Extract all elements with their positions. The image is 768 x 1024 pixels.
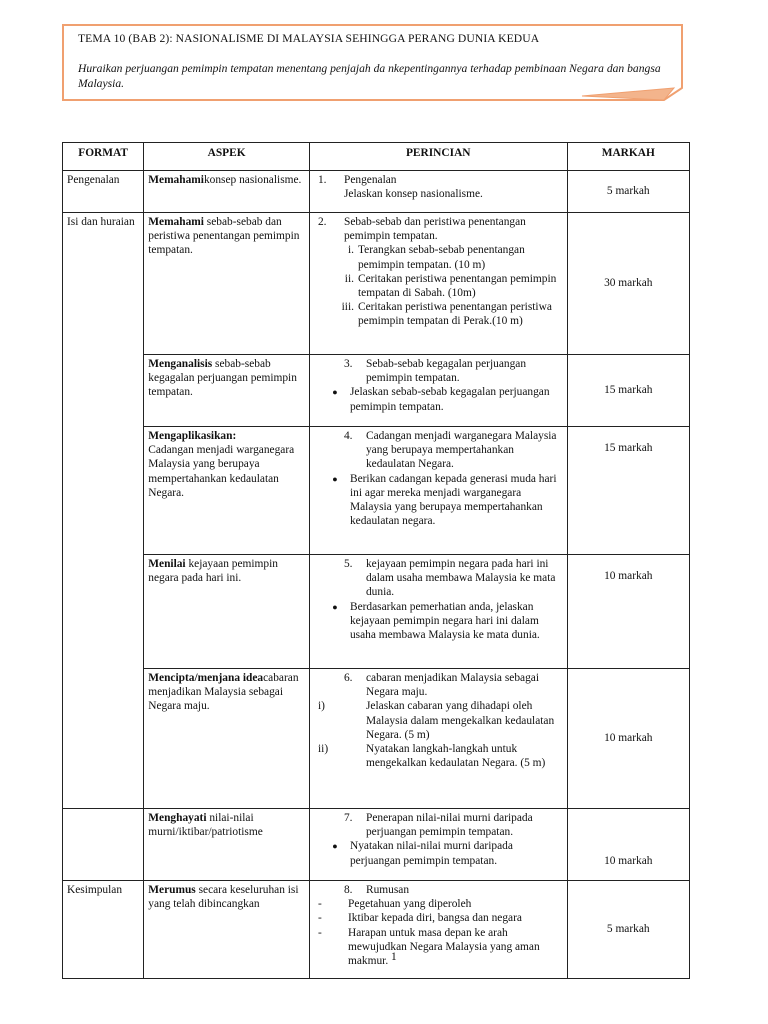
dash-text: Pegetahuan yang diperoleh xyxy=(347,898,472,911)
item-number: 4. xyxy=(343,430,353,442)
aspek-cell xyxy=(144,555,310,669)
dash-marker: - xyxy=(317,926,322,939)
perincian-cell xyxy=(309,881,567,979)
dash-marker: - xyxy=(317,898,322,911)
table-row xyxy=(63,555,690,669)
table-row xyxy=(63,669,690,809)
format-cell xyxy=(63,809,144,881)
perincian-cell xyxy=(309,555,567,669)
item-title: Sebab-sebab dan peristiwa penentangan pemimpin tempatan. xyxy=(343,216,526,243)
aspek-verb: Mencipta/menjana idea xyxy=(148,672,264,684)
aspek-verb: Memahami xyxy=(148,174,204,186)
format-cell: Pengenalan xyxy=(63,171,144,213)
topic-banner xyxy=(62,24,684,102)
item-title: Rumusan xyxy=(365,884,410,896)
item-number: 1. xyxy=(317,174,327,186)
aspek-text: sebab-sebab dan peristiwa penentangan pemimpin tempatan. xyxy=(148,216,300,257)
topic-subtitle: Huraikan perjuangan pemimpin tempatan menentang penjajah da nkepentingannya terhadap pembinaan Negara dan bangsa Malaysia. xyxy=(78,62,661,90)
perincian-cell xyxy=(309,171,567,213)
aspek-text: cabaran menjadikan Malaysia sebagai Negara maju. xyxy=(148,672,299,713)
bullet-icon: ● xyxy=(332,387,338,398)
aspek-cell xyxy=(144,427,310,555)
header-aspek: ASPEK xyxy=(144,143,310,171)
sub-number: ii) xyxy=(317,743,329,756)
perincian-cell xyxy=(309,213,567,355)
sub-number: ii. xyxy=(344,272,354,285)
item-title: Penerapan nilai-nilai murni daripada perjuangan pemimpin tempatan. xyxy=(365,812,533,839)
item-number: 8. xyxy=(343,884,353,896)
aspek-cell xyxy=(144,669,310,809)
aspek-verb: Menghayati xyxy=(148,812,207,824)
aspek-verb: Menganalisis xyxy=(148,358,213,370)
markah-cell: 30 markah xyxy=(567,213,689,355)
markah-cell: 5 markah xyxy=(567,881,689,979)
table-row xyxy=(63,355,690,427)
item-number: 7. xyxy=(343,812,353,824)
perincian-cell xyxy=(309,427,567,555)
markah-cell: 10 markah xyxy=(567,669,689,809)
header-format: FORMAT xyxy=(63,143,144,171)
format-cell: Isi dan huraian xyxy=(63,213,144,809)
aspek-cell xyxy=(144,355,310,427)
bullet-text: Nyatakan nilai-nilai murni daripada perjuangan pemimpin tempatan. xyxy=(349,840,513,867)
aspek-text: Cadangan menjadi warganegara Malaysia yang berupaya mempertahankan kedaulatan Negara. xyxy=(148,444,295,499)
bullet-icon: ● xyxy=(332,473,338,484)
item-title: Sebab-sebab kegagalan perjuangan pemimpin tempatan. xyxy=(365,358,527,385)
aspek-text: konsep nasionalisme. xyxy=(203,174,302,186)
item-number: 3. xyxy=(343,358,353,370)
page-number: 1 xyxy=(391,951,397,963)
item-number: 2. xyxy=(317,216,327,228)
bullet-text: Berdasarkan pemerhatian anda, jelaskan kejayaan pemimpin negara hari ini dalam usaha membawa Malaysia ke mata dunia. xyxy=(349,600,540,642)
sub-text: Terangkan sebab-sebab penentangan pemimpin tempatan. (10 m) xyxy=(357,244,525,271)
table-row xyxy=(63,809,690,881)
bullet-icon: ● xyxy=(332,841,338,852)
perincian-cell xyxy=(309,809,567,881)
table-row xyxy=(63,213,690,355)
aspek-text: sebab-sebab kegagalan perjuangan pemimpin tempatan. xyxy=(148,358,297,399)
aspek-cell xyxy=(144,809,310,881)
table-row xyxy=(63,427,690,555)
table-row xyxy=(63,881,690,979)
markah-cell: 15 markah xyxy=(567,355,689,427)
sub-number: i. xyxy=(347,244,354,257)
item-number: 6. xyxy=(343,672,353,684)
markah-cell: 5 markah xyxy=(567,171,689,213)
header-perincian: PERINCIAN xyxy=(309,143,567,171)
aspek-cell xyxy=(144,881,310,979)
sub-text: Ceritakan peristiwa penentangan pemimpin tempatan di Sabah. (10m) xyxy=(357,272,557,300)
header-markah: MARKAH xyxy=(567,143,689,171)
dash-text: Harapan untuk masa depan ke arah mewujudkan Negara Malaysia yang aman makmur. xyxy=(347,926,540,968)
item-title: cabaran menjadikan Malaysia sebagai Negara maju. xyxy=(365,672,539,699)
aspek-verb: Mengaplikasikan: xyxy=(148,430,237,442)
aspek-text: kejayaan pemimpin negara pada hari ini. xyxy=(148,558,278,585)
aspek-verb: Merumus xyxy=(148,884,196,896)
bullet-icon: ● xyxy=(332,601,338,612)
markah-cell: 10 markah xyxy=(567,809,689,881)
table-row xyxy=(63,171,690,213)
aspek-text: nilai-nilai murni/iktibar/patriotisme xyxy=(148,812,263,839)
sub-text: Ceritakan peristiwa penentangan peristiwa pemimpin tempatan di Perak.(10 m) xyxy=(357,301,552,328)
item-title: Cadangan menjadi warganegara Malaysia yang berupaya mempertahankan kedaulatan Negara. xyxy=(365,430,557,471)
aspek-text: secara keseluruhan isi yang telah dibincangkan xyxy=(148,884,299,911)
item-title: Pengenalan Jelaskan konsep nasionalisme. xyxy=(343,174,483,201)
markah-cell: 10 markah xyxy=(567,555,689,669)
markah-cell: 15 markah xyxy=(567,427,689,555)
table-header-row xyxy=(63,143,690,171)
dash-marker: - xyxy=(317,912,322,925)
sub-number: i) xyxy=(317,700,325,713)
topic-title: TEMA 10 (BAB 2): NASIONALISME DI MALAYSIA SEHINGGA PERANG DUNIA KEDUA xyxy=(78,32,540,45)
format-cell: Kesimpulan xyxy=(63,881,144,979)
bullet-text: Berikan cadangan kepada generasi muda hari ini agar mereka menjadi warganegara Malaysia yang berupaya mempertahankan kedaulatan negara. xyxy=(349,472,557,528)
sub-text: Jelaskan cabaran yang dihadapi oleh Malaysia dalam mengekalkan kedaulatan Negara. (5 m) xyxy=(365,700,555,741)
dash-text: Iktibar kepada diri, bangsa dan negara xyxy=(347,912,522,925)
perincian-cell xyxy=(309,669,567,809)
sub-number: iii. xyxy=(341,301,354,314)
sub-text: Nyatakan langkah-langkah untuk mengekalkan kedaulatan Negara. (5 m) xyxy=(365,743,546,770)
perincian-cell xyxy=(309,355,567,427)
aspek-verb: Memahami xyxy=(148,216,204,228)
aspek-cell xyxy=(144,213,310,355)
aspek-cell xyxy=(144,171,310,213)
aspek-verb: Menilai xyxy=(148,558,186,570)
marking-scheme-table xyxy=(62,142,690,979)
item-title: kejayaan pemimpin negara pada hari ini dalam usaha membawa Malaysia ke mata dunia. xyxy=(365,558,556,599)
item-number: 5. xyxy=(343,558,353,570)
bullet-text: Jelaskan sebab-sebab kegagalan perjuangan pemimpin tempatan. xyxy=(349,386,550,413)
